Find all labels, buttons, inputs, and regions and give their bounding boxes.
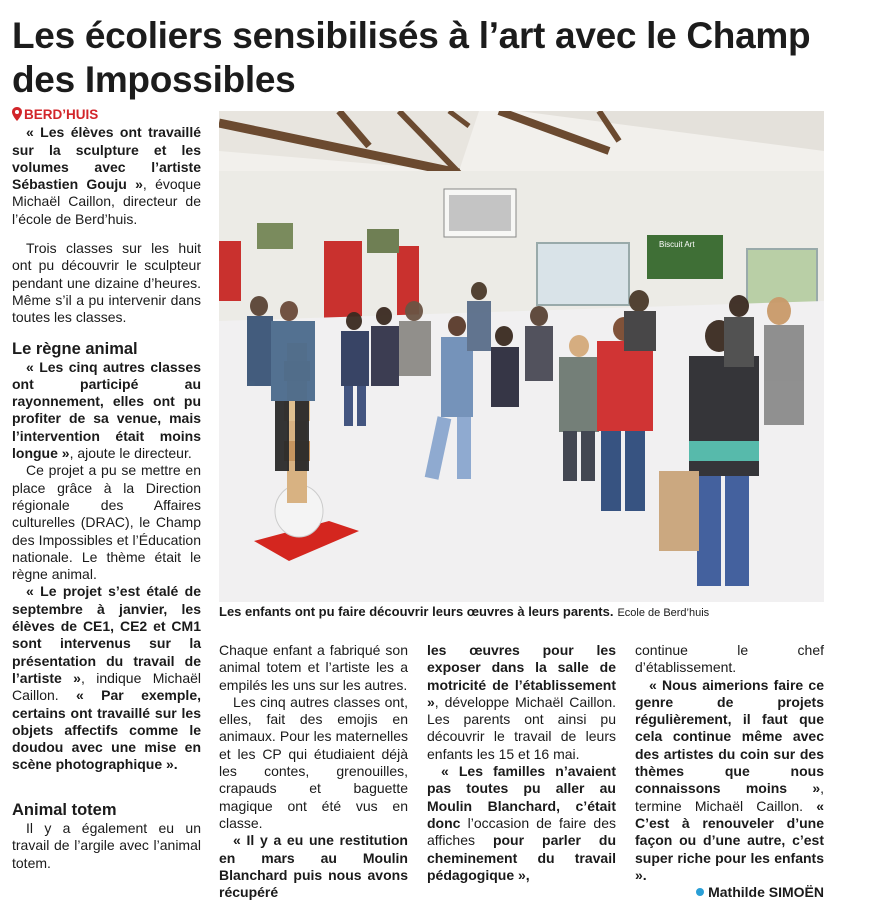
paragraph: Il y a également eu un travail de l’argile avec l’animal totem.: [12, 820, 201, 871]
paragraph: les œuvres pour les exposer dans la salle de motricité de l’établissement », développe Michaël Caillon. Les parents ont ainsi pu découvrir le travail de leurs enfants les 15 et 16 mai.: [427, 642, 616, 762]
subheading-animal-totem: Animal totem: [12, 801, 117, 819]
location-line: [12, 106, 201, 123]
paragraph: « Il y a eu une restitution en mars au Moulin Blanchard puis nous avons récupéré: [219, 832, 408, 901]
caption-text: Les enfants ont pu faire découvrir leurs œuvres à leurs parents.: [219, 604, 614, 619]
paragraph: continue le chef d’établissement.: [635, 642, 824, 676]
svg-text:Biscuit Art: Biscuit Art: [659, 240, 695, 249]
column-3: [427, 642, 616, 884]
paragraph: « Le projet s’est étalé de septembre à janvier, les élèves de CE1, CE2 et CM1 sont intervenus sur la présentation du travail de l’artiste », indique Michaël Caillon. « Par exemple, certains ont travaillé sur les objets affectifs comme le doudou avec une mise en scène photographique ».: [12, 583, 201, 773]
school-hall-illustration: [219, 111, 824, 602]
paragraph: Chaque enfant a fabriqué son animal totem et l’artiste les a empilés les uns sur les autres.: [219, 642, 408, 693]
paragraph: « Les cinq autres classes ont participé au rayonnement, elles ont pu profiter de sa venue, mais l’intervention était moins longue », ajoute le directeur.: [12, 358, 201, 462]
photo-credit: Ecole de Berd’huis: [617, 607, 710, 619]
column-2: [219, 642, 408, 901]
photo-caption: [219, 604, 839, 621]
paragraph: « Les élèves ont travaillé sur la sculpture et les volumes avec l’artiste Sébastien Gouju », évoque Michaël Caillon, directeur de l’école de Berd’huis.: [12, 124, 201, 227]
column-4: [635, 642, 824, 901]
paragraph: « Les familles n’avaient pas toutes pu aller au Moulin Blanchard, c’était donc l’occasion de faire des affiches pour parler du cheminement du travail pédagogique »,: [427, 763, 616, 883]
paragraph: « Nous aimerions faire ce genre de projets régulièrement, il faut que cela continue même avec des artistes du coin sur des thèmes que nous connaissons moins », termine Michaël Caillon. « C’est à renouveler d’une façon ou d’une autre, c’est super riche pour les enfants ».: [635, 676, 824, 883]
column-1: [12, 106, 201, 774]
article-photo: [219, 111, 824, 602]
paragraph: Ce projet a pu se mettre en place grâce à la Direction régionale des Affaires culturelles (DRAC), le Champ des Impossibles et l’Éducation nationale. Le thème était le règne animal.: [12, 462, 201, 583]
paragraph: Trois classes sur les huit ont pu découvrir le sculpteur pendant une dizaine d’heures. Même s’il a pu intervenir dans toutes les classes.: [12, 240, 201, 326]
column-1-bottom: [12, 800, 201, 872]
location-label: BERD’HUIS: [24, 107, 99, 122]
headline: Les écoliers sensibilisés à l’art avec le Champ des Impossibles: [12, 15, 811, 100]
subheading-regne-animal: Le règne animal: [12, 339, 138, 358]
paragraph: Les cinq autres classes ont, elles, fait des emojis en animaux. Pour les maternelles et les CP qui étudiaient déjà les contes, grenouilles, crapauds et baguette magique ont été vus en classe.: [219, 693, 408, 831]
location-pin-icon: [12, 107, 22, 121]
author-byline: Mathilde SIMOËN: [635, 884, 824, 901]
bullet-dot-icon: [696, 888, 704, 896]
